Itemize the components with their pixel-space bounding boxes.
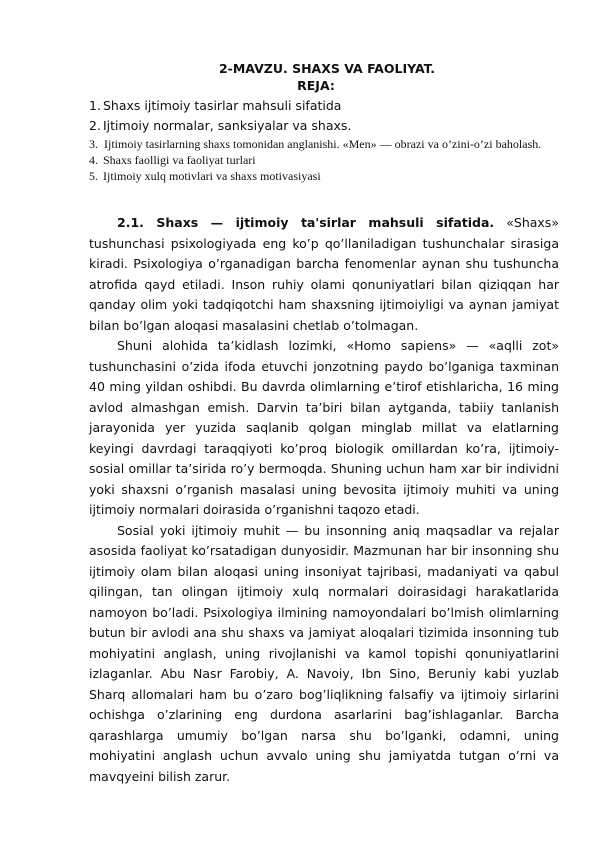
plan-item — [0, 136, 555, 152]
plan-item-number: 4. — [89, 153, 98, 167]
paragraph: Sosial yoki ijtimoiy muhit — bu insonning aniq maqsadlar va rejalar asosida faoliyat ko’rsatadigan dunyosidir. Mazmunan har bir insonning shu ijtimoiy olam bilan aloqasi uning insoniyat tajribasi, madaniyati va qabul qilingan, tan olingan ijtimoiy xulq normalari doirasidagi harakatlarida namoyon bo’ladi. Psixologiya ilmining namoyondalari bo’lmish olimlarning butun bir avlodi ana shu shaxs va jamiyat aloqalari tizimida insonning tub mohiyatini anglash, uning rivojlanishi va kamol topishi qonuniyatlarini izlaganlar. Abu Nasr Farobiy, A. Navoiy, Ibn Sino, Beruniy kabi yuzlab Sharq allomalari ham bu o’zaro bog’liqlikning falsafiy va ijtimoiy sirlarini ochishga o’zlarining eng durdona asarlarini bag’ishlaganlar. Barcha qarashlarga umumiy bo’lgan narsa shu bo’lganki, odamni, uning mohiyatini anglash uchun avvalo uning shu jamiyatda tutgan o’rni va mavqyeini bilish zarur. — [89, 522, 559, 784]
plan-item — [89, 116, 559, 136]
paragraph — [89, 213, 559, 336]
plan-item-number: 5. — [89, 169, 98, 183]
section-heading: 2.1. Shaxs — ijtimoiy ta'sirlar mahsuli sifatida. — [117, 215, 495, 230]
plan-item-text: Shaxs ijtimoiy tasirlar mahsuli sifatida — [103, 98, 342, 113]
plan-item-text: Shaxs faolligi va faoliyat turlari — [103, 153, 256, 167]
plan-item-text: Ijtimoiy xulq motivlari va shaxs motivasiyasi — [103, 169, 321, 183]
plan-item-number: 2. — [89, 118, 101, 133]
page-title: 2-MAVZU. SHAXS VA FAOLIYAT. — [218, 61, 436, 76]
plan-list — [89, 96, 559, 184]
section-body — [89, 213, 559, 787]
plan-item-text: Ijtimoiy tasirlarning shaxs tomonidan anglanishi. «Men» — obrazi va o’zini-o’zi baholash. — [104, 137, 542, 151]
plan-item — [89, 152, 559, 168]
plan-item — [89, 168, 559, 184]
plan-item-number: 1. — [89, 98, 101, 113]
plan-heading: REJA: — [297, 78, 335, 93]
paragraph-text: «Shaxs» tushunchasi psixologiyada eng ko’p qo’llaniladigan tushunchalar sirasiga kiradi. Psixologiya o’rganadigan barcha fenomenlar aynan shu tushuncha atrofida qayd etiladi. Inson ruhiy olami qonuniyatlari bilan qiziqqan har qanday olim yoki tadqiqotchi ham shaxsning ijtimoiyligi va aynan jamiyat bilan bo’lgan aloqasi masalasini chetlab o’tolmagan. — [89, 215, 559, 333]
paragraph: Shuni alohida ta’kidlash lozimki, «Homo sapiens» — «aqlli zot» tushunchasini o’zida ifoda etuvchi jonzotning paydo bo’lganiga taxminan 40 ming yildan oshibdi. Bu davrda olimlarning e’tirof etishlaricha, 16 ming avlod almashgan emish. Darvin ta’biri bilan aytganda, tabiiy tanlanish jarayonida yer yuzida saqlanib qolgan minglab millat va elatlarning keyingi davrdagi taraqqiyoti ko’proq biologik omillardan ko’ra, ijtimoiy-sosial omillar ta’sirida ro’y bermoqda. Shuning uchun ham xar bir individni yoki shaxsni o’rganish masalasi uning bevosita ijtimoiy muhiti va uning ijtimoiy normalari doirasida o’rganishni taqozo etadi. — [89, 338, 559, 517]
plan-item-text: Ijtimoiy normalar, sanksiyalar va shaxs. — [103, 118, 352, 133]
plan-item — [89, 96, 559, 116]
plan-item-number: 3. — [89, 137, 98, 151]
